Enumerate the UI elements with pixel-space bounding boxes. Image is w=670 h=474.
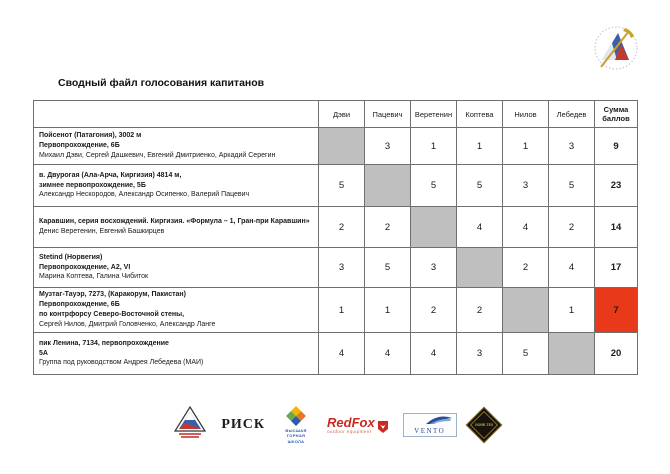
ascent-title: Stetind (Норвегия)	[39, 253, 103, 261]
vote-cell: 3	[457, 333, 503, 375]
table-row	[34, 165, 638, 207]
vote-cell: 1	[457, 128, 503, 165]
vote-cell: 1	[319, 288, 365, 333]
golden-ice-axe-emblem-logo	[588, 22, 644, 74]
vote-cell: 3	[503, 165, 549, 207]
header-patsevich: Пацевич	[365, 101, 411, 128]
colored-diamonds-icon	[285, 406, 307, 426]
vote-cell: 5	[411, 165, 457, 207]
ascent-team: Александр Нескородов, Александр Осипенко, Валерий Пацевич	[39, 191, 250, 199]
vote-cell: 3	[319, 248, 365, 288]
vote-cell: 5	[457, 165, 503, 207]
vote-cell: 2	[549, 207, 595, 248]
ascent-description	[34, 165, 319, 207]
table-row	[34, 128, 638, 165]
redfox-logo	[327, 416, 389, 434]
mountain-triangle-icon	[173, 405, 207, 441]
vote-cell: 1	[503, 128, 549, 165]
header-kopteva: Коптева	[457, 101, 503, 128]
header-veretenin: Веретенин	[411, 101, 457, 128]
vote-cell	[365, 165, 411, 207]
vote-cell	[457, 248, 503, 288]
vote-cell: 5	[503, 333, 549, 375]
fox-shield-icon	[377, 420, 389, 434]
vote-cell: 4	[319, 333, 365, 375]
header-empty-cell	[34, 101, 319, 128]
vote-cell	[319, 128, 365, 165]
ascent-title: Каравшин, серия восхождений. Киргизия. «Формула – 1, Гран-при Каравшин»	[39, 218, 310, 226]
vote-cell	[503, 288, 549, 333]
voting-table	[33, 100, 638, 375]
golden-ice-axe-icon	[588, 22, 644, 74]
header-davi: Дэви	[319, 101, 365, 128]
alpinism-federation-logo	[173, 405, 207, 446]
vote-cell: 4	[503, 207, 549, 248]
vote-cell: 2	[319, 207, 365, 248]
ascent-grade: Первопрохождение, А2, VI	[39, 263, 131, 271]
vote-cell: 1	[549, 288, 595, 333]
ascent-title: Пойсенот (Патагония), 3002 м	[39, 132, 142, 140]
higher-mountain-school-label: ВЫСШАЯ ГОРНАЯ ШКОЛА	[285, 428, 307, 444]
vote-cell: 4	[411, 333, 457, 375]
vote-cell: 5	[549, 165, 595, 207]
table-row	[34, 248, 638, 288]
header-nilov: Нилов	[503, 101, 549, 128]
ascent-team: Михаил Дэви, Сергей Дашкевич, Евгений Дмитриенко, Аркадий Серегин	[39, 151, 276, 159]
ascent-grade: зимнее первопрохождение, 5Б	[39, 181, 146, 189]
vote-cell: 4	[365, 333, 411, 375]
sponsor-logos-strip	[0, 402, 670, 448]
vote-cell: 4	[457, 207, 503, 248]
ascent-team: Сергей Нилов, Дмитрий Головченко, Александр Ланге	[39, 320, 216, 328]
sum-cell-highlighted: 7	[595, 288, 638, 333]
redfox-tagline: outdoor equipment	[327, 429, 372, 434]
vote-cell: 2	[457, 288, 503, 333]
vote-cell: 4	[549, 248, 595, 288]
ascent-description	[34, 248, 319, 288]
vento-logo	[403, 413, 457, 437]
sum-cell: 20	[595, 333, 638, 375]
goretex-logo	[465, 407, 502, 444]
vote-cell: 5	[319, 165, 365, 207]
vote-cell: 1	[365, 288, 411, 333]
table-row	[34, 333, 638, 375]
ascent-grade: Первопрохождение, 6Б	[39, 142, 120, 150]
ascent-title: в. Двурогая (Ала-Арча, Киргизия) 4814 м,	[39, 171, 182, 179]
vote-cell: 5	[365, 248, 411, 288]
page-title: Сводный файл голосования капитанов	[58, 77, 265, 89]
goretex-wordmark: GORE-TEX	[474, 423, 493, 427]
vote-cell: 3	[365, 128, 411, 165]
ascent-route: по контрфорсу Северо-Восточной стены,	[39, 311, 185, 318]
vote-cell: 2	[503, 248, 549, 288]
table-row	[34, 207, 638, 248]
vote-cell: 1	[411, 128, 457, 165]
table-row	[34, 288, 638, 333]
header-lebedev: Лебедев	[549, 101, 595, 128]
ascent-grade: 5А	[39, 349, 48, 357]
vote-cell: 3	[411, 248, 457, 288]
sum-cell: 9	[595, 128, 638, 165]
ascent-team: Группа под руководством Андрея Лебедева (МАИ)	[39, 359, 204, 367]
sum-cell: 14	[595, 207, 638, 248]
vote-cell	[549, 333, 595, 375]
sum-cell: 17	[595, 248, 638, 288]
sail-icon	[424, 415, 454, 426]
ascent-grade: Первопрохождение, 6Б	[39, 301, 120, 309]
ascent-title: Музтаг-Тауэр, 7273, (Каракорум, Пакистан)	[39, 291, 186, 299]
ascent-description	[34, 333, 319, 375]
header-sum: Сумма баллов	[595, 101, 638, 128]
ascent-team: Денис Веретенин, Евгений Башкирцев	[39, 228, 165, 235]
vote-cell	[411, 207, 457, 248]
vote-cell: 2	[411, 288, 457, 333]
sum-cell: 23	[595, 165, 638, 207]
ascent-description	[34, 288, 319, 333]
ascent-team: Марина Коптева, Галина Чибиток	[39, 273, 149, 281]
ascent-title: пик Ленина, 7134, первопрохождение	[39, 339, 169, 347]
higher-mountain-school-logo	[279, 406, 313, 444]
table-header-row	[34, 101, 638, 128]
ascent-description	[34, 207, 319, 248]
redfox-wordmark: RedFox	[327, 415, 375, 430]
vote-cell: 2	[365, 207, 411, 248]
risk-magazine-logo: РИСК	[221, 417, 266, 432]
vento-wordmark: VENTO	[414, 427, 446, 435]
ascent-description	[34, 128, 319, 165]
vote-cell: 3	[549, 128, 595, 165]
